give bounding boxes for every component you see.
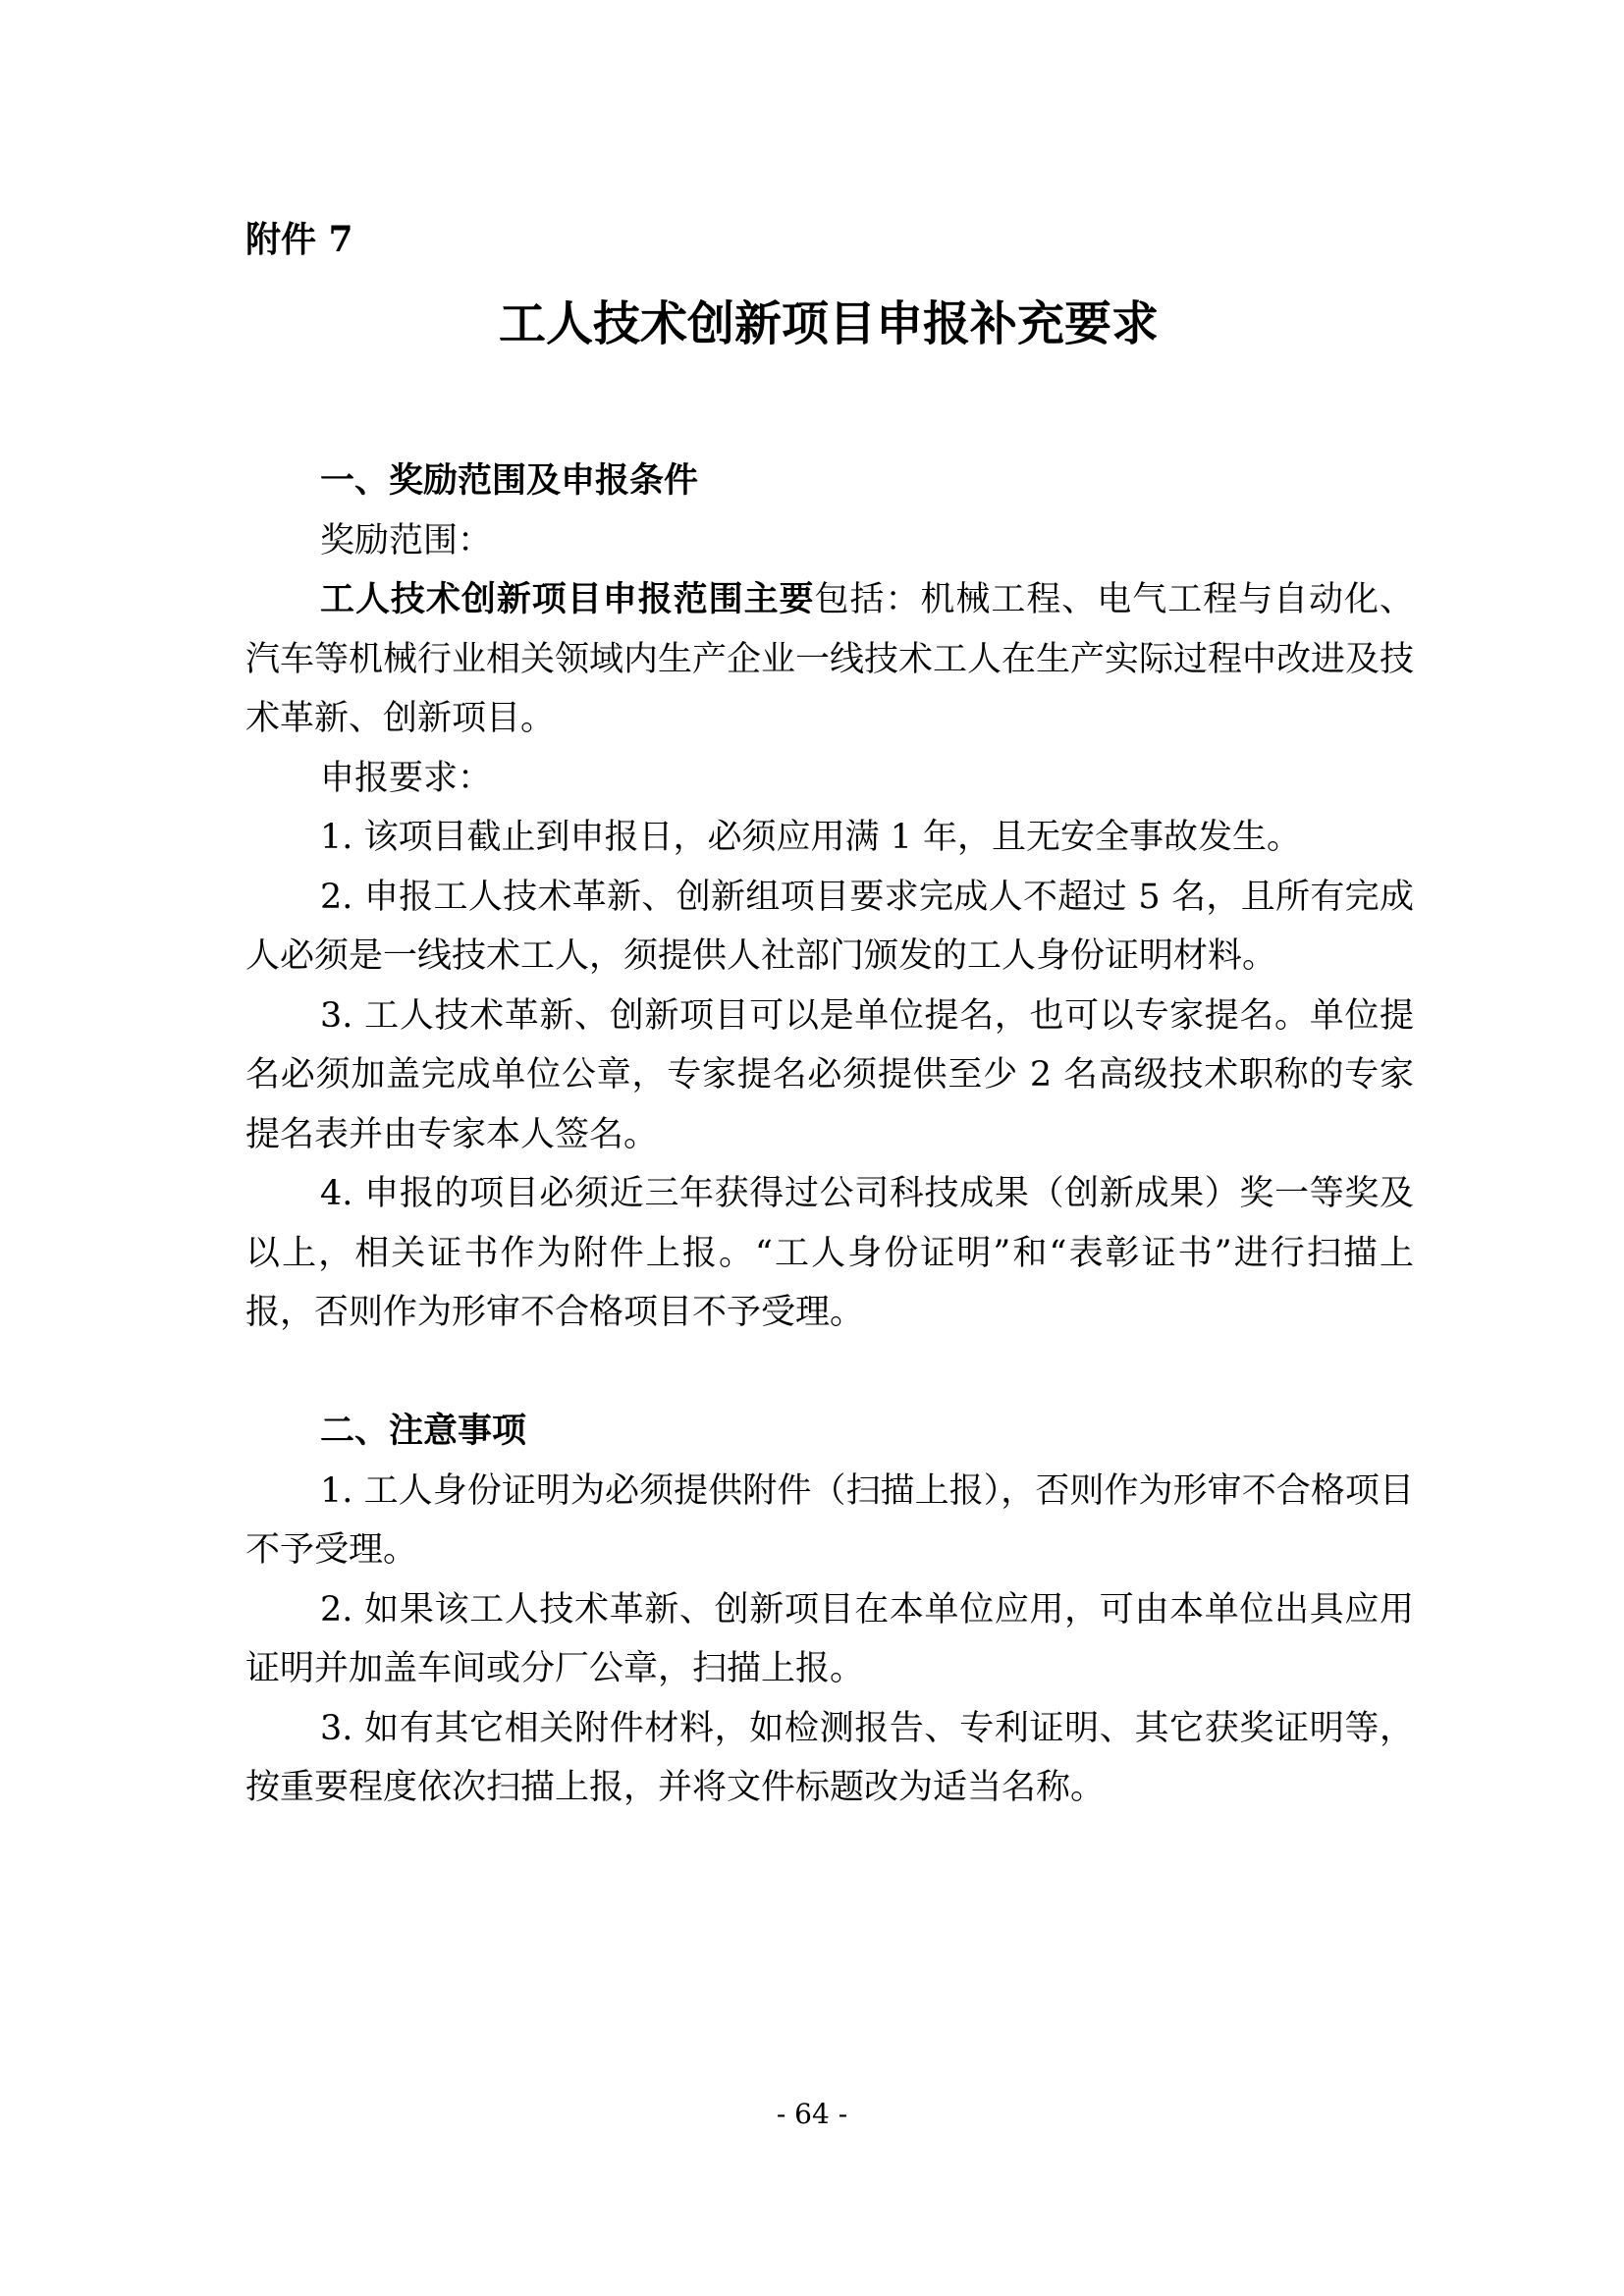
scope-text: 包括：机械工程、电气工程与自动化、汽车等机械行业相关领域内生产企业一线技术工人在生产实际过程中改进及技术革新、创新项目。 bbox=[245, 580, 1415, 738]
page-number: - 64 - bbox=[776, 2098, 848, 2130]
requirement-item-3: 3. 工人技术革新、创新项目可以是单位提名，也可以专家提名。单位提名必须加盖完成单位公章，专家提名必须提供至少 2 名高级技术职称的专家提名表并由专家本人签名。 bbox=[245, 995, 1414, 1154]
scope-paragraph bbox=[245, 570, 1414, 749]
requirements-label: 申报要求： bbox=[320, 758, 493, 798]
notice-item-2: 2. 如果该工人技术革新、创新项目在本单位应用，可由本单位出具应用证明并加盖车间或分厂公章，扫描上报。 bbox=[245, 1589, 1414, 1688]
document-body bbox=[245, 452, 1414, 1818]
section-1-heading: 一、奖励范围及申报条件 bbox=[320, 460, 699, 501]
section-spacer bbox=[245, 1343, 1414, 1403]
scope-lead: 工人技术创新项目申报范围主要 bbox=[320, 579, 815, 619]
requirement-item-1: 1. 该项目截止到申报日，必须应用满 1 年，且无安全事故发生。 bbox=[320, 818, 1302, 857]
notice-item-3: 3. 如有其它相关附件材料，如检测报告、专利证明、其它获奖证明等，按重要程度依次扫描上报，并将文件标题改为适当名称。 bbox=[245, 1708, 1414, 1807]
requirement-item-2: 2. 申报工人技术革新、创新组项目要求完成人不超过 5 名，且所有完成人必须是一线技术工人，须提供人社部门颁发的工人身份证明材料。 bbox=[245, 877, 1414, 976]
requirement-item-4: 4. 申报的项目必须近三年获得过公司科技成果（创新成果）奖一等奖及以上，相关证书作为附件上报。“工人身份证明”和“表彰证书”进行扫描上报，否则作为形审不合格项目不予受理。 bbox=[245, 1174, 1414, 1332]
notice-item-1: 1. 工人身份证明为必须提供附件（扫描上报），否则作为形审不合格项目不予受理。 bbox=[245, 1470, 1414, 1570]
scope-label: 奖励范围： bbox=[320, 520, 493, 561]
section-2-heading: 二、注意事项 bbox=[320, 1411, 527, 1451]
attachment-label: 附件 7 bbox=[245, 219, 353, 260]
document-title: 工人技术创新项目申报补充要求 bbox=[498, 296, 1159, 351]
